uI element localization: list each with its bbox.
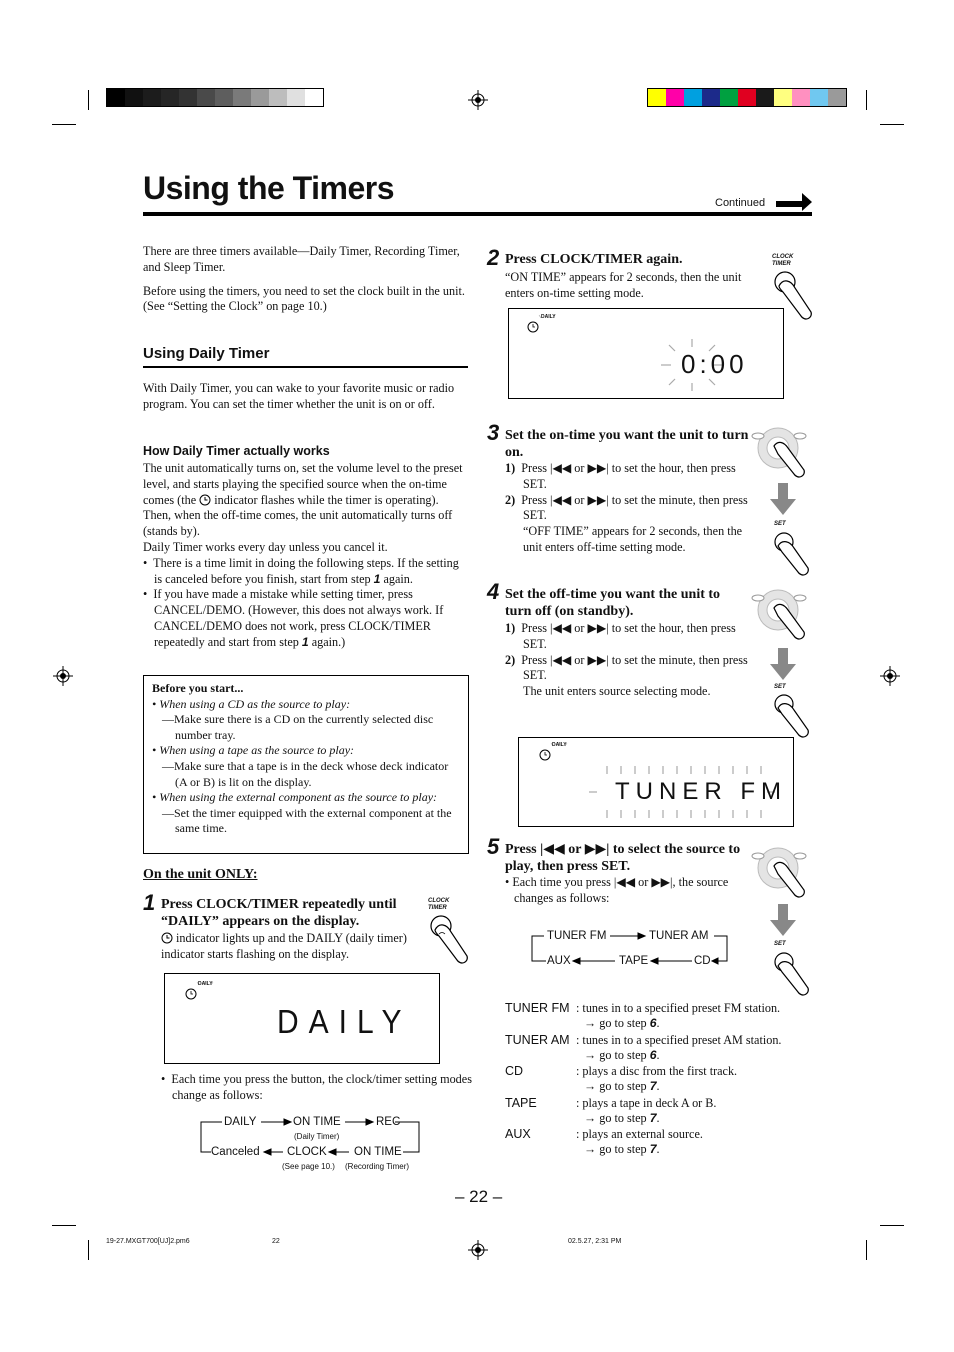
color-swatch <box>810 89 828 106</box>
step-number: 3 <box>487 420 500 445</box>
prev-icon: |◀◀ <box>550 621 572 635</box>
section-rule <box>143 366 468 368</box>
flow-node: REC <box>376 1116 401 1128</box>
prev-icon: |◀◀ <box>540 842 565 857</box>
how-paragraph: Daily Timer works every day unless you cancel it. <box>143 539 388 554</box>
color-swatch <box>233 89 251 106</box>
crop-mark <box>52 1225 76 1226</box>
step-title: Press CLOCK/TIMER repeatedly until “DAILY” appears on the display. <box>161 897 397 929</box>
dial-press-icon <box>748 418 810 480</box>
footer-page: 22 <box>272 1238 280 1245</box>
footer-file: 19-27.MXGT700[UJ]2.pm6 <box>106 1238 190 1245</box>
lcd-display <box>518 737 794 827</box>
color-swatch <box>702 89 720 106</box>
step-title: Press CLOCK/TIMER again. <box>505 252 683 267</box>
step-title: Set the on-time you want the unit to turn on. <box>505 428 749 460</box>
flow-node: CD <box>694 955 711 967</box>
color-bar-right <box>647 88 847 107</box>
next-icon: ▶▶| <box>584 842 610 857</box>
source-item <box>505 1127 805 1159</box>
list-item: • Each time you press the button, the clock/timer setting modes change as follows: <box>161 1072 472 1102</box>
finger-press-icon <box>770 950 814 998</box>
color-bar-left <box>106 88 324 107</box>
flow-caption: (Daily Timer) <box>294 1132 340 1141</box>
source-name: TUNER AM <box>505 1032 570 1047</box>
dial-press-icon <box>748 838 810 900</box>
source-desc: : plays a disc from the first track. <box>576 1064 738 1078</box>
flow-node: TUNER FM <box>547 930 607 942</box>
lcd-indicator-text: DAILY <box>552 742 567 748</box>
source-name: CD <box>505 1064 524 1078</box>
color-swatch <box>305 89 323 106</box>
box-text: —Make sure there is a CD on the currently selected disc number tray. <box>162 712 434 742</box>
section-heading: Using Daily Timer <box>143 345 270 362</box>
box-text: —Make sure that a tape is in the deck whose deck indicator (A or B) is lit on the display. <box>162 758 449 789</box>
lcd-readout: 0:00 <box>681 349 748 379</box>
flow-node: ON TIME <box>293 1116 341 1128</box>
step-number: 2 <box>487 245 500 270</box>
source-desc: : plays a tape in deck A or B. <box>576 1095 717 1110</box>
source-desc: : tunes in to a specified preset FM station. <box>576 1001 781 1015</box>
color-swatch <box>161 89 179 106</box>
list-item: 2) Press |◀◀ or ▶▶| to set the minute, then press SET. <box>505 492 748 523</box>
source-desc: : tunes in to a specified preset AM station. <box>576 1032 782 1047</box>
source-goto: → go to step 7. <box>584 1110 660 1125</box>
color-swatch <box>125 89 143 106</box>
daily-intro: With Daily Timer, you can wake to your favorite music or radio program. You can set the timer whether the unit is on or off. <box>143 381 455 411</box>
lcd-readout: DAILY <box>277 1004 412 1041</box>
registration-mark-icon <box>468 1240 488 1260</box>
right-arrow-icon: → <box>584 1079 597 1093</box>
flow-node: Canceled <box>211 1146 260 1158</box>
color-swatch <box>143 89 161 106</box>
source-item <box>505 1096 805 1128</box>
step-text: “ON TIME” appears for 2 seconds, then the unit enters on-time setting mode. <box>505 270 742 300</box>
lcd-indicator-text: DAILY <box>541 314 556 320</box>
down-arrow-icon <box>770 648 796 680</box>
prev-icon: |◀◀ <box>550 461 572 475</box>
source-item <box>505 1033 805 1065</box>
crop-mark <box>866 90 867 110</box>
list-item: • There is a time limit in doing the following steps. If the setting is canceled before you finish, start from step 1 again. <box>143 555 459 586</box>
finger-press-icon <box>770 692 814 740</box>
step-text: indicator lights up and the DAILY (daily timer) indicator starts flashing on the display. <box>161 931 407 961</box>
dial-press-icon <box>748 580 810 642</box>
timer-indicator-icon <box>161 932 173 944</box>
registration-mark-icon <box>880 666 900 686</box>
color-swatch <box>774 89 792 106</box>
box-title: Before you start... <box>152 681 244 695</box>
lcd-readout: TUNER FM <box>615 778 787 805</box>
source-name: TUNER FM <box>505 1001 570 1015</box>
crop-mark <box>880 1225 904 1226</box>
step-text: “OFF TIME” appears for 2 seconds, then the unit enters off-time setting mode. <box>523 524 743 554</box>
list-item: 1) Press |◀◀ or ▶▶| to set the hour, then press SET. <box>505 621 736 651</box>
color-swatch <box>215 89 233 106</box>
next-icon: ▶▶| <box>587 461 609 475</box>
step-title: Press |◀◀ or ▶▶| to select the source to play, then press SET. <box>505 842 741 874</box>
right-arrow-icon: → <box>584 1016 597 1030</box>
clock-timer-button-label: CLOCK TIMER <box>428 898 450 911</box>
set-button-label: SET <box>774 684 786 690</box>
next-icon: ▶▶| <box>651 875 673 889</box>
step-title: Set the off-time you want the unit to turn off (on standby). <box>505 587 721 619</box>
registration-mark-icon <box>468 90 488 110</box>
intro-paragraph: Before using the timers, you need to set the clock built in the unit. (See “Setting the Clock” on page 10.) <box>143 283 465 314</box>
prev-icon: |◀◀ <box>550 652 572 667</box>
flow-node: TUNER AM <box>649 930 709 942</box>
color-swatch <box>756 89 774 106</box>
source-goto: → go to step 6. <box>584 1047 660 1062</box>
color-swatch <box>648 89 666 106</box>
step-text: The unit enters source selecting mode. <box>523 684 711 699</box>
crop-mark <box>88 1240 89 1260</box>
prev-icon: |◀◀ <box>613 875 636 889</box>
source-goto: → go to step 6. <box>584 1016 660 1030</box>
box-label: • When using a tape as the source to play: <box>152 743 355 758</box>
color-swatch <box>197 89 215 106</box>
how-paragraph: The unit automatically turns on, set the volume level to the preset level, and starts playing the specified source when the on-time comes (the indicator flashes while the timer is operating). Then, when the off-time comes, the unit automatically turns off (stands by). <box>143 461 463 539</box>
finger-press-icon <box>425 912 473 968</box>
flow-node: AUX <box>547 955 571 967</box>
lcd-indicator-text: DAILY <box>198 981 213 987</box>
color-swatch <box>287 89 305 106</box>
color-swatch <box>828 89 846 106</box>
color-swatch <box>666 89 684 106</box>
clock-timer-button-label: CLOCK TIMER <box>772 254 794 267</box>
source-goto: → go to step 7. <box>584 1142 660 1156</box>
flow-node: ON TIME <box>354 1146 402 1158</box>
set-button-label: SET <box>774 941 786 947</box>
color-swatch <box>107 89 125 106</box>
list-item: • Each time you press |◀◀ or ▶▶|, the source changes as follows: <box>505 875 729 905</box>
flow-arrows <box>530 927 730 971</box>
step-number: 1 <box>143 890 156 915</box>
right-arrow-icon: → <box>584 1142 597 1156</box>
source-list <box>505 1001 805 1159</box>
crop-mark <box>880 124 904 125</box>
next-icon: ▶▶| <box>587 652 609 667</box>
unit-only-label: On the unit ONLY: <box>143 867 258 882</box>
page-title: Using the Timers <box>143 170 395 206</box>
source-desc: : plays an external source. <box>576 1127 703 1141</box>
source-item <box>505 1001 805 1033</box>
color-swatch <box>738 89 756 106</box>
right-arrow-icon: → <box>584 1110 597 1125</box>
crop-mark <box>88 90 89 110</box>
registration-mark-icon <box>53 666 73 686</box>
flow-node: DAILY <box>224 1116 257 1128</box>
list-item: 2) Press |◀◀ or ▶▶| to set the minute, then press SET. <box>505 652 748 683</box>
crop-mark <box>52 124 76 125</box>
source-name: AUX <box>505 1127 531 1141</box>
before-you-start-box <box>143 675 469 854</box>
box-label: • When using the external component as the source to play: <box>152 790 438 805</box>
step-number: 5 <box>487 834 500 859</box>
list-item: • If you have made a mistake while setting timer, press CANCEL/DEMO. (However, this does not always work. If CANCEL/DEMO does not work, press CLOCK/TIMER repeatedly and start from step 1 again.) <box>143 587 444 649</box>
flow-caption: (Recording Timer) <box>345 1162 410 1171</box>
flow-node: CLOCK <box>287 1146 327 1158</box>
lcd-display <box>508 308 784 399</box>
prev-icon: |◀◀ <box>550 492 572 507</box>
box-label: • When using a CD as the source to play: <box>152 696 351 711</box>
next-icon: ▶▶| <box>587 621 609 635</box>
color-swatch <box>179 89 197 106</box>
flow-node: TAPE <box>619 955 649 967</box>
subheading: How Daily Timer actually works <box>143 444 330 458</box>
page-number: – 22 – <box>455 1187 503 1206</box>
lcd-display <box>164 973 440 1064</box>
color-swatch <box>684 89 702 106</box>
source-goto: → go to step 7. <box>584 1079 660 1093</box>
next-icon: ▶▶| <box>587 492 609 507</box>
continued-label: Continued <box>715 197 766 209</box>
color-swatch <box>269 89 287 106</box>
crop-mark <box>866 1240 867 1260</box>
color-swatch <box>792 89 810 106</box>
right-arrow-icon: → <box>584 1047 597 1062</box>
down-arrow-icon <box>770 904 796 936</box>
down-arrow-icon <box>770 483 796 515</box>
intro-paragraph: There are three timers available—Daily Timer, Recording Timer, and Sleep Timer. <box>143 244 460 274</box>
set-button-label: SET <box>774 521 786 527</box>
list-item: 1) Press |◀◀ or ▶▶| to set the hour, then press SET. <box>505 461 736 491</box>
color-swatch <box>720 89 738 106</box>
source-item <box>505 1064 805 1096</box>
title-rule <box>143 212 812 216</box>
flow-caption: (See page 10.) <box>282 1162 335 1171</box>
continued-arrow-icon <box>776 193 812 211</box>
timer-indicator-icon <box>199 494 211 506</box>
box-text: —Set the timer equipped with the external component at the same time. <box>162 805 452 836</box>
finger-press-icon <box>770 530 814 578</box>
color-swatch <box>251 89 269 106</box>
flow-arrows <box>195 1112 425 1178</box>
step-number: 4 <box>487 579 500 604</box>
source-name: TAPE <box>505 1095 537 1110</box>
footer-date: 02.5.27, 2:31 PM <box>568 1238 622 1245</box>
